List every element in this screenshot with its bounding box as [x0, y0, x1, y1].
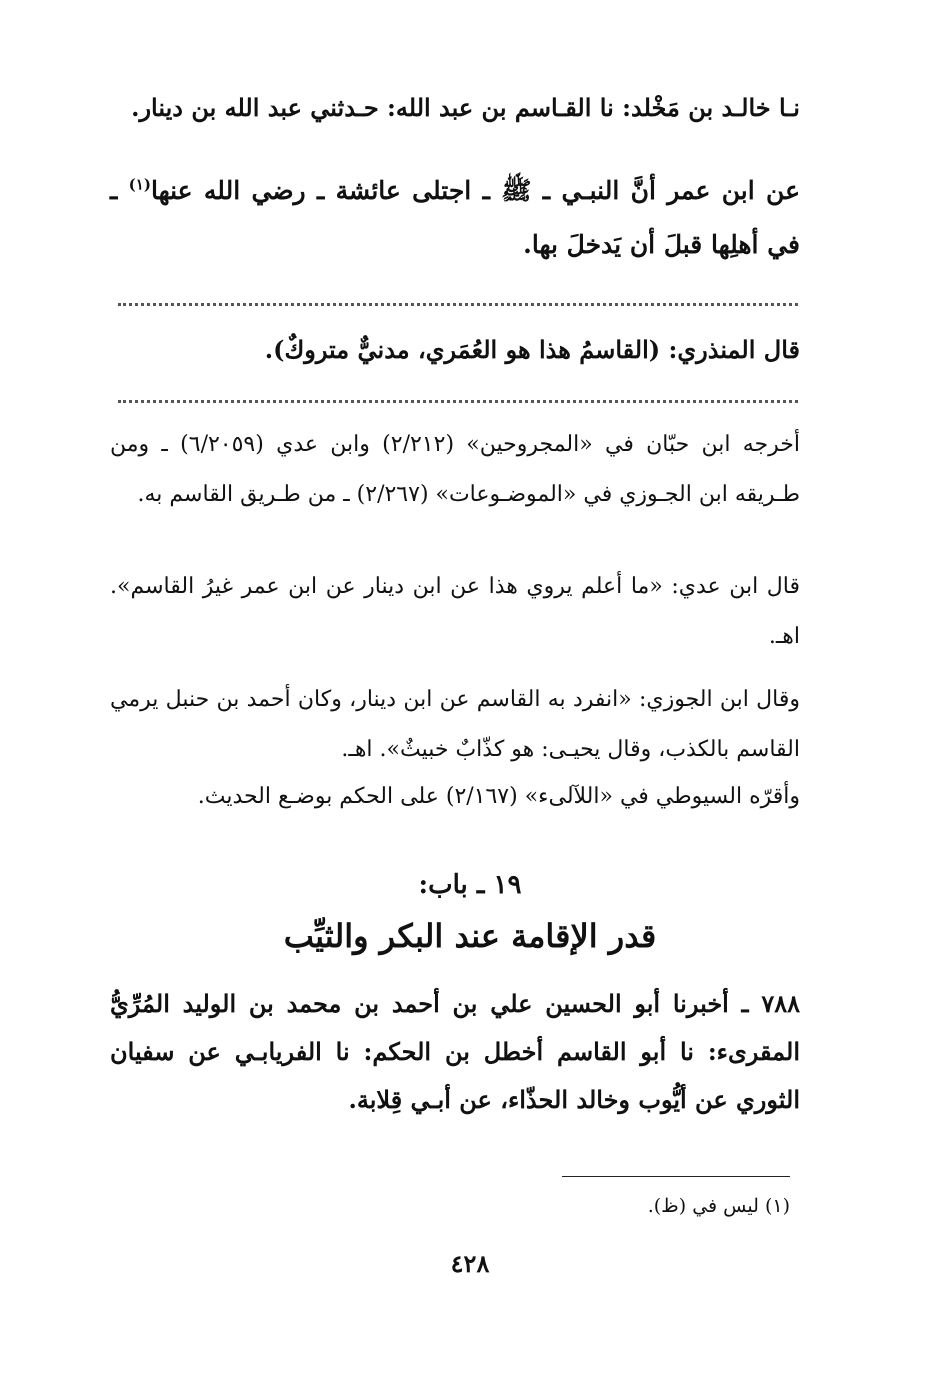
isnad-line: نـا خالـد بن مَخْلد: نا القـاسم بن عبد الله: حـدثني عبد الله بن دينار. [131, 93, 800, 122]
footnote: (١) ليس في (ظ). [647, 1195, 790, 1217]
ibn-adi-paragraph: قال ابن عدي: «ما أعلم يروي هذا عن ابن دينار عن ابن عمر غيرُ القاسم». اهـ. [110, 574, 800, 649]
mundhiri-comment: قال المنذري: (القاسمُ هذا هو العُمَري، مدنيٌّ متروكٌ). [264, 335, 800, 364]
ibn-jawzi-paragraph: وقال ابن الجوزي: «انفرد به القاسم عن ابن دينار، وكان أحمد بن حنبل يرمي القاسم بالكذب، وقال يحيـى: هو كذّابٌ خبيثٌ». اهـ. [110, 687, 800, 762]
dotted-separator-top [118, 303, 798, 306]
takhrij-paragraph: أخرجه ابن حبّان في «المجروحين» (٢/٢١٢) وابن عدي (٦/٢٠٥٩) ـ ومن طـريقه ابن الجـوزي في «الموضـوعات» (٢/٢٦٧) ـ من طـريق القاسم به. [110, 432, 800, 507]
chapter-number: ١٩ ـ باب: [418, 870, 522, 900]
hadith-788: ٧٨٨ ـ أخبرنا أبو الحسين علي بن أحمد بن محمد بن الوليد المُرِّيُّ المقرىء: نا أبو القاسم أخطل بن الحكم: نا الفريابـي عن سفيان الثوري عن أيُّوب وخالد الحذّاء، عن أبـي قِلابة. [110, 989, 800, 1114]
hadith-text-part-2: ـ في أهلِها قبلَ أن يَدخلَ بها. [110, 176, 800, 259]
footnote-rule [562, 1176, 790, 1177]
footnote-marker: (١) [128, 175, 151, 194]
hadith-text-part-1: عن ابن عمر أنَّ النبـي ـ ﷺ ـ اجتلى عائشة ـ رضي الله عنها [150, 176, 800, 205]
suyuti-paragraph: وأقرّه السيوطي في «اللآلىء» (٢/١٦٧) على الحكم بوضـع الحديث. [197, 784, 800, 809]
dotted-separator-bottom [118, 400, 798, 403]
chapter-title: قدر الإقامة عند البكر والثيِّب [283, 917, 657, 955]
hadith-text [110, 164, 800, 272]
page-number: ٤٢٨ [450, 1249, 490, 1278]
